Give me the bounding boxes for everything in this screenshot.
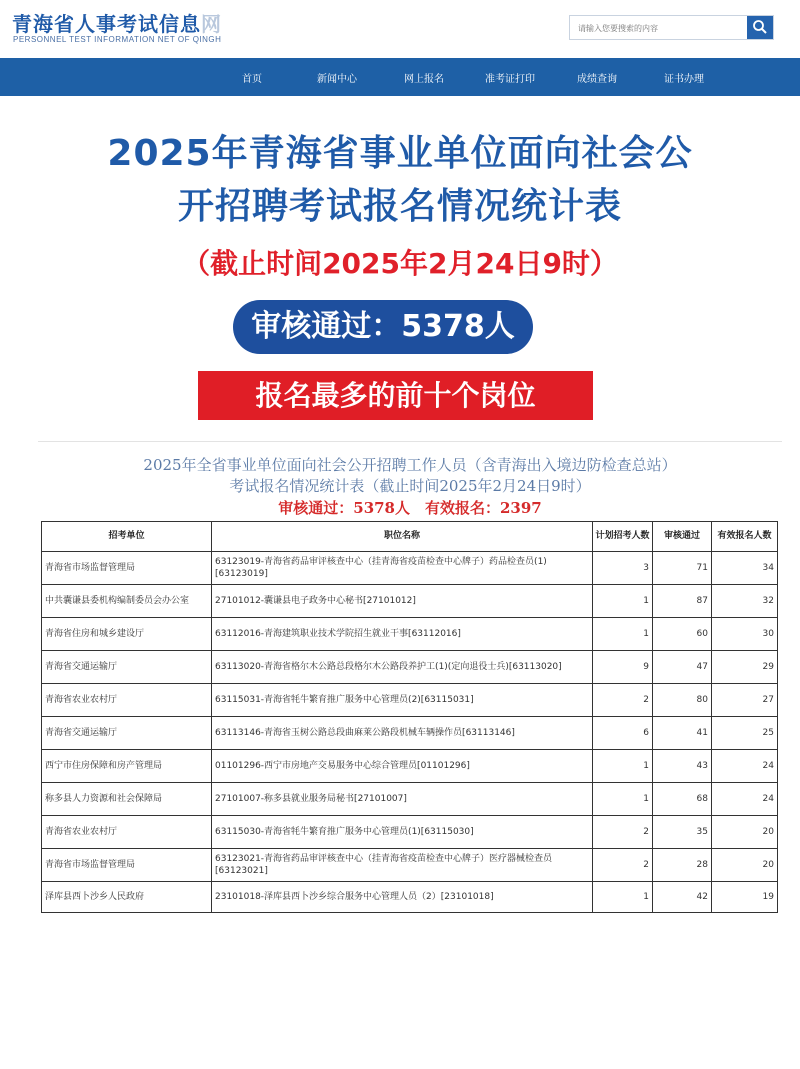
document-subtitle: 考试报名情况统计表（截止时间2025年2月24日9时） (229, 477, 591, 495)
cell-position: 63123021-青海省药品审评核查中心（挂青海省疫苗检查中心牌子）医疗器械检查员[63123021] (212, 849, 593, 882)
table-row (42, 552, 778, 585)
cell-plan: 3 (593, 552, 653, 585)
cell-unit: 青海省农业农村厅 (42, 684, 212, 717)
cell-position: 63113020-青海省格尔木公路总段格尔木公路段养护工(1)(定向退役士兵)[63113020] (212, 651, 593, 684)
cell-position: 23101018-泽库县西卜沙乡综合服务中心管理人员（2）[23101018] (212, 882, 593, 913)
cell-position: 27101012-囊谦县电子政务中心秘书[27101012] (212, 585, 593, 618)
cell-approved: 43 (653, 750, 712, 783)
table-row (42, 585, 778, 618)
table-row (42, 849, 778, 882)
cell-valid: 34 (712, 552, 778, 585)
cell-valid: 30 (712, 618, 778, 651)
table-row (42, 750, 778, 783)
nav-item-home[interactable]: 首页 (242, 74, 262, 85)
cell-approved: 60 (653, 618, 712, 651)
cell-unit: 青海省交通运输厅 (42, 717, 212, 750)
cell-plan: 9 (593, 651, 653, 684)
col-header-plan: 计划招考人数 (593, 522, 653, 552)
statistics-table (41, 521, 778, 913)
table-row (42, 717, 778, 750)
table-row (42, 651, 778, 684)
document-title: 2025年全省事业单位面向社会公开招聘工作人员（含青海出入境边防检查总站） (143, 456, 677, 474)
cell-valid: 29 (712, 651, 778, 684)
cell-position: 63123019-青海省药品审评核查中心（挂青海省疫苗检查中心牌子）药品检查员(1)[63123019] (212, 552, 593, 585)
nav-item-score-query[interactable]: 成绩查询 (577, 74, 617, 85)
poster-deadline: （截止时间2025年2月24日9时） (182, 247, 618, 280)
cell-plan: 1 (593, 783, 653, 816)
nav-item-admission-ticket[interactable]: 准考证打印 (485, 74, 535, 85)
table-row (42, 783, 778, 816)
cell-approved: 71 (653, 552, 712, 585)
cell-valid: 24 (712, 750, 778, 783)
table-header-row (42, 522, 778, 552)
cell-unit: 青海省交通运输厅 (42, 651, 212, 684)
cell-position: 63115031-青海省牦牛繁育推广服务中心管理员(2)[63115031] (212, 684, 593, 717)
table-row (42, 618, 778, 651)
cell-plan: 1 (593, 750, 653, 783)
statistics-document (38, 441, 782, 924)
cell-unit: 中共囊谦县委机构编制委员会办公室 (42, 585, 212, 618)
cell-approved: 42 (653, 882, 712, 913)
cell-approved: 35 (653, 816, 712, 849)
cell-plan: 6 (593, 717, 653, 750)
cell-unit: 青海省住房和城乡建设厅 (42, 618, 212, 651)
cell-plan: 1 (593, 618, 653, 651)
cell-unit: 青海省市场监督管理局 (42, 849, 212, 882)
cell-unit: 称多县人力资源和社会保障局 (42, 783, 212, 816)
cell-approved: 47 (653, 651, 712, 684)
search-input[interactable] (576, 20, 745, 37)
col-header-valid: 有效报名人数 (712, 522, 778, 552)
col-header-approved: 审核通过 (653, 522, 712, 552)
cell-position: 01101296-西宁市房地产交易服务中心综合管理员[01101296] (212, 750, 593, 783)
col-header-position: 职位名称 (212, 522, 593, 552)
poster-title-line1: 2025年青海省事业单位面向社会公 (107, 133, 693, 174)
search-button[interactable] (747, 16, 773, 39)
poster-title-line2: 开招聘考试报名情况统计表 (177, 186, 622, 227)
table-row (42, 882, 778, 913)
nav-item-online-registration[interactable]: 网上报名 (404, 74, 444, 85)
cell-approved: 41 (653, 717, 712, 750)
cell-valid: 32 (712, 585, 778, 618)
cell-plan: 1 (593, 585, 653, 618)
cell-valid: 24 (712, 783, 778, 816)
cell-valid: 20 (712, 816, 778, 849)
cell-approved: 80 (653, 684, 712, 717)
search-icon (752, 19, 768, 35)
site-logo-subtitle: PERSONNEL TEST INFORMATION NET OF QINGH (13, 35, 222, 44)
cell-unit: 青海省农业农村厅 (42, 816, 212, 849)
cell-unit: 西宁市住房保障和房产管理局 (42, 750, 212, 783)
approved-count-badge: 审核通过：5378人 (233, 300, 533, 354)
table-row (42, 816, 778, 849)
cell-valid: 27 (712, 684, 778, 717)
site-logo[interactable]: 青海省人事考试信息网 (12, 12, 222, 36)
cell-position: 63113146-青海省玉树公路总段曲麻莱公路段机械车辆操作员[63113146] (212, 717, 593, 750)
main-nav (0, 58, 800, 96)
cell-valid: 20 (712, 849, 778, 882)
top10-label: 报名最多的前十个岗位 (198, 371, 593, 420)
nav-item-certificate[interactable]: 证书办理 (664, 74, 704, 85)
cell-plan: 2 (593, 684, 653, 717)
col-header-unit: 招考单位 (42, 522, 212, 552)
table-row (42, 684, 778, 717)
cell-plan: 2 (593, 849, 653, 882)
cell-position: 63112016-青海建筑职业技术学院招生就业干事[63112016] (212, 618, 593, 651)
site-header (0, 0, 800, 58)
cell-plan: 1 (593, 882, 653, 913)
cell-approved: 87 (653, 585, 712, 618)
cell-position: 63115030-青海省牦牛繁育推广服务中心管理员(1)[63115030] (212, 816, 593, 849)
cell-valid: 25 (712, 717, 778, 750)
document-summary: 审核通过：5378人 有效报名：2397 (278, 499, 542, 517)
cell-plan: 2 (593, 816, 653, 849)
search-box (569, 15, 774, 40)
nav-item-news[interactable]: 新闻中心 (317, 74, 357, 85)
cell-approved: 28 (653, 849, 712, 882)
cell-position: 27101007-称多县就业服务局秘书[27101007] (212, 783, 593, 816)
cell-unit: 青海省市场监督管理局 (42, 552, 212, 585)
cell-valid: 19 (712, 882, 778, 913)
cell-unit: 泽库县西卜沙乡人民政府 (42, 882, 212, 913)
cell-approved: 68 (653, 783, 712, 816)
